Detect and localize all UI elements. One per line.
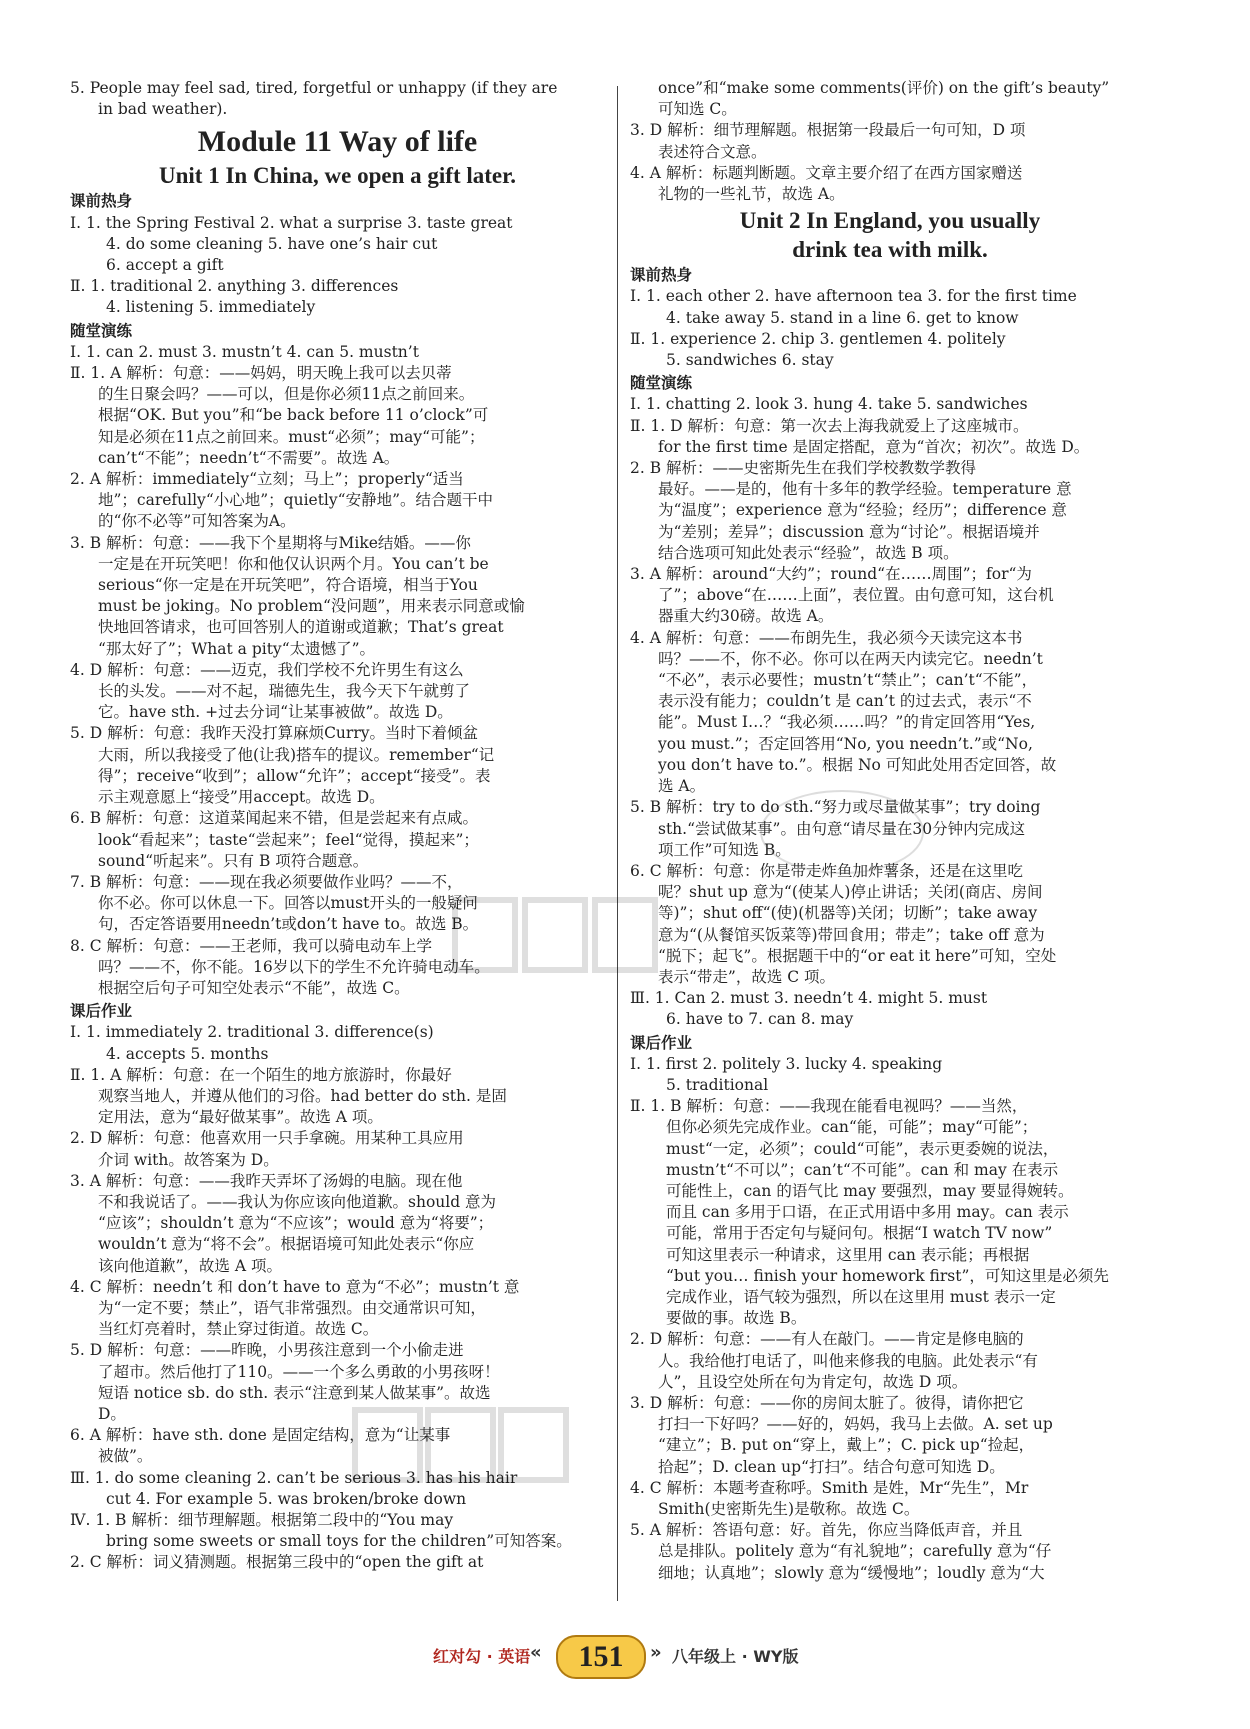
text-line: 3. A 解析：句意：——我昨天弄坏了汤姆的电脑。现在他 xyxy=(70,1171,463,1190)
text-line: 根据空后句子可知空处表示“不能”，故选 C。 xyxy=(98,978,410,997)
text-line: 2. D 解析：句意：他喜欢用一只手拿碗。用某种工具应用 xyxy=(70,1129,464,1148)
right-chevrons-icon: » xyxy=(650,1642,662,1663)
page-footer xyxy=(0,1635,1250,1679)
text-line: Ⅱ. 1. experience 2. chip 3. gentlemen 4. politely xyxy=(630,329,1006,348)
text-line: 6. have to 7. can 8. may xyxy=(666,1010,854,1029)
text-line: 定用法，意为“最好做某事”。故选 A 项。 xyxy=(98,1108,383,1127)
section-label: 课后作业 xyxy=(630,1033,693,1052)
text-line: 得”；receive“收到”；allow“允许”；accept“接受”。表 xyxy=(98,766,491,785)
text-line: 5. sandwiches 6. stay xyxy=(666,351,834,370)
text-line: 2. B 解析：——史密斯先生在我们学校教数学教得 xyxy=(630,459,977,478)
text-line: 选 A。 xyxy=(658,777,706,796)
text-line: “应该”；shouldn’t 意为“不应该”；would 意为“将要”； xyxy=(98,1214,494,1233)
text-line: 吗？——不，你不能。16岁以下的学生不允许骑电动车。 xyxy=(98,957,490,976)
text-line: 介词 with。故答案为 D。 xyxy=(98,1150,279,1169)
heading: Module 11 Way of life xyxy=(197,125,478,159)
section-label: 课前热身 xyxy=(70,192,133,211)
text-line: 人。我给他打电话了，叫他来修我的电脑。此处表示“有 xyxy=(658,1351,1038,1370)
section-label: 课后作业 xyxy=(70,1002,133,1021)
text-line: 4. A 解析：标题判断题。文章主要介绍了在西方国家赠送 xyxy=(630,163,1023,182)
text-line: 5. D 解析：句意：我昨天没打算麻烦Curry。当时下着倾盆 xyxy=(70,724,478,743)
text-line: 4. listening 5. immediately xyxy=(106,298,316,317)
book-title: 红对勾 · 英语 xyxy=(433,1647,531,1666)
text-line: 当红灯亮着时，禁止穿过街道。故选 C。 xyxy=(98,1320,379,1339)
heading: Unit 1 In China, we open a gift later. xyxy=(159,163,516,189)
text-line: once”和“make some comments(评价) on the gift’s beauty” xyxy=(658,79,1110,97)
text-line: in bad weather). xyxy=(98,100,228,119)
text-line: Ⅰ. 1. immediately 2. traditional 3. difference(s) xyxy=(70,1023,434,1042)
text-line: 6. A 解析：have sth. done 是固定结构，意为“让某事 xyxy=(70,1426,451,1445)
text-line: 4. C 解析：本题考查称呼。Smith 是姓，Mr“先生”，Mr xyxy=(630,1478,1029,1497)
text-line: serious“你一定是在开玩笑吧”，符合语境，相当于You xyxy=(98,576,478,595)
text-line: mustn’t“不可以”；can’t“不可能”。can 和 may 在表示 xyxy=(666,1160,1059,1179)
text-line: 的生日聚会吗？——可以，但是你必须11点之前回来。 xyxy=(98,385,475,404)
text-line: 为“一定不要；禁止”，语气非常强烈。由交通常识可知， xyxy=(98,1298,486,1317)
text-line: 长的头发。——对不起，瑞德先生，我今天下午就剪了 xyxy=(98,682,471,701)
text-line: D。 xyxy=(98,1404,126,1423)
text-line: 5. D 解析：句意：——昨晚，小男孩注意到一个小偷走进 xyxy=(70,1341,464,1360)
text-line: 3. D 解析：细节理解题。根据第一段最后一句可知，D 项 xyxy=(630,121,1026,140)
text-line: must“一定，必须”；could“可能”，表示更委婉的说法， xyxy=(666,1139,1059,1158)
section-label: 课前热身 xyxy=(630,266,693,285)
text-line: Ⅱ. 1. B 解析：句意：——我现在能看电视吗？——当然， xyxy=(630,1097,1028,1116)
text-line: 要做的事。故选 B。 xyxy=(666,1309,807,1328)
text-line: 不和我说话了。——我认为你应该向他道歉。should 意为 xyxy=(98,1192,497,1211)
text-line: 了”；above“在……上面”，表位置。由句意可知，这台机 xyxy=(658,586,1054,605)
text-line: 为“温度”；experience 意为“经验；经历”；difference 意 xyxy=(658,501,1067,520)
text-line: 表示“带走”，故选 C 项。 xyxy=(658,967,836,986)
text-line: 4. take away 5. stand in a line 6. get to know xyxy=(666,308,1019,327)
text-line: look“看起来”；taste“尝起来”；feel“觉得，摸起来”； xyxy=(98,830,479,849)
text-line: 知是必须在11点之前回来。must“必须”；may“可能”； xyxy=(98,427,485,446)
text-line: 而且 can 多用于口语，在正式用语中多用 may。can 表示 xyxy=(666,1203,1069,1222)
column-divider xyxy=(617,86,618,1601)
section-label: 随堂演练 xyxy=(70,321,133,340)
text-line: 8. C 解析：句意：——王老师，我可以骑电动车上学 xyxy=(70,936,433,955)
text-line: bring some sweets or small toys for the children”可知答案。 xyxy=(106,1532,572,1551)
text-line: you don’t have to.”。根据 No 可知此处用否定回答，故 xyxy=(658,755,1057,774)
text-line: 可能，常用于否定句与疑问句。根据“I watch TV now” xyxy=(666,1224,1053,1243)
text-line: 的“你不必等”可知答案为A。 xyxy=(98,512,296,531)
text-line: 2. D 解析：句意：——有人在敲门。——肯定是修电脑的 xyxy=(630,1330,1024,1349)
text-line: 你不必。你可以休息一下。回答以must开头的一般疑问 xyxy=(98,894,478,913)
text-line: Ⅲ. 1. Can 2. must 3. needn’t 4. might 5. must xyxy=(630,989,988,1008)
text-line: Ⅰ. 1. first 2. politely 3. lucky 4. speaking xyxy=(630,1054,943,1073)
text-line: 被做”。 xyxy=(98,1447,153,1466)
text-line: can’t“不能”；needn’t“不需要”。故选 A。 xyxy=(98,448,400,467)
text-line: “建立”；B. put on“穿上，戴上”；C. pick up“捡起， xyxy=(658,1436,1035,1455)
text-line: 3. B 解析：句意：——我下个星期将与Mike结婚。——你 xyxy=(70,533,471,552)
left-column xyxy=(70,78,605,1574)
text-line: Ⅰ. 1. each other 2. have afternoon tea 3. for the first time xyxy=(630,287,1077,306)
heading: drink tea with milk. xyxy=(792,237,988,263)
text-line: 5. B 解析：try to do sth.“努力或尽量做某事”；try doing xyxy=(630,798,1041,817)
text-line: 可知这里表示一种请求，这里用 can 表示能；再根据 xyxy=(666,1245,1030,1264)
text-line: 意为“(从餐馆买饭菜等)带回食用；带走”；take off 意为 xyxy=(658,925,1045,944)
text-line: sound“听起来”。只有 B 项符合题意。 xyxy=(98,851,369,870)
text-line: 表述符合文意。 xyxy=(658,142,767,161)
text-line: Ⅱ. 1. traditional 2. anything 3. differences xyxy=(70,277,399,296)
text-line: you must.”；否定回答用“No, you needn’t.”或“No, xyxy=(658,734,1033,753)
text-line: Ⅱ. 1. A 解析：句意：在一个陌生的地方旅游时，你最好 xyxy=(70,1065,452,1084)
text-line: 等)”；shut off“(使)(机器等)关闭；切断”；take away xyxy=(658,904,1038,923)
watermark-graphic xyxy=(450,890,660,980)
text-line: 打扫一下好吗？——好的，妈妈，我马上去做。A. set up xyxy=(658,1415,1053,1434)
text-line: 根据“OK. But you”和“be back before 11 o’clock”可 xyxy=(98,406,489,425)
text-line: 为“差别；差异”；discussion 意为“讨论”。根据语境并 xyxy=(658,522,1040,541)
text-line: 6. accept a gift xyxy=(106,256,224,275)
text-line: Ⅲ. 1. do some cleaning 2. can’t be serious 3. has his hair xyxy=(70,1468,518,1487)
text-line: Ⅱ. 1. D 解析：句意：第一次去上海我就爱上了这座城市。 xyxy=(630,416,1029,435)
text-line: 器重大约30磅。故选 A。 xyxy=(658,607,834,626)
page-number: 151 xyxy=(556,1635,646,1679)
text-line: 项工作”可知选 B。 xyxy=(658,840,791,859)
watermark-graphic-2 xyxy=(350,1400,570,1490)
text-line: Ⅰ. 1. chatting 2. look 3. hung 4. take 5. sandwiches xyxy=(630,395,1028,414)
text-line: Ⅰ. 1. the Spring Festival 2. what a surprise 3. taste great xyxy=(70,213,513,232)
text-line: 呢？shut up 意为“(使某人)停止讲话；关闭(商店、房间 xyxy=(658,883,1043,902)
text-line: “but you… finish your homework first”，可知这里是必须先 xyxy=(666,1266,1109,1285)
text-line: cut 4. For example 5. was broken/broke down xyxy=(106,1489,467,1508)
text-line: 5. traditional xyxy=(666,1075,769,1094)
text-line: 最好。——是的，他有十多年的教学经验。temperature 意 xyxy=(658,480,1072,499)
text-line: 2. A 解析：immediately“立刻；马上”；properly“适当 xyxy=(70,470,464,489)
text-line: 示主观意愿上“接受”用accept。故选 D。 xyxy=(98,788,385,807)
text-line: 表示没有能力；couldn’t 是 can’t 的过去式，表示“不 xyxy=(658,692,1032,711)
text-line: 5. A 解析：答语句意：好。首先，你应当降低声音，并且 xyxy=(630,1521,1023,1540)
text-line: 细地；认真地”；slowly 意为“缓慢地”；loudly 意为“大 xyxy=(658,1563,1045,1582)
text-line: 观察当地人，并遵从他们的习俗。had better do sth. 是固 xyxy=(98,1086,507,1105)
text-line: 4. C 解析：needn’t 和 don’t have to 意为“不必”；mustn’t 意 xyxy=(70,1277,520,1296)
text-line: 礼物的一些礼节，故选 A。 xyxy=(658,185,845,204)
text-line: wouldn’t 意为“将不会”。根据语境可知此处表示“你应 xyxy=(98,1235,475,1254)
text-line: Smith(史密斯先生)是敬称。故选 C。 xyxy=(658,1500,920,1518)
text-line: 完成作业，语气较为强烈，所以在这里用 must 表示一定 xyxy=(666,1287,1056,1306)
text-line: 句，否定答语要用needn’t或don’t have to。故选 B。 xyxy=(98,915,479,934)
left-chevrons-icon: « xyxy=(530,1642,542,1663)
text-line: 但你必须先完成作业。can“能，可能”；may“可能”； xyxy=(666,1118,1038,1137)
text-line: must be joking。No problem“没问题”，用来表示同意或愉 xyxy=(98,597,525,616)
text-line: 4. D 解析：句意：——迈克，我们学校不允许男生有这么 xyxy=(70,660,464,679)
text-line: 吗？——不，你不必。你可以在两天内读完它。needn’t xyxy=(658,649,1043,668)
text-line: 2. C 解析：词义猜测题。根据第三段中的“open the gift at xyxy=(70,1553,484,1572)
text-line: 4. do some cleaning 5. have one’s hair cut xyxy=(106,234,438,253)
text-line: 快地回答请求，也可回答别人的道谢或道歉；That’s great xyxy=(98,618,504,637)
text-line: “不必”，表示必要性；mustn’t“禁止”；can’t“不能”， xyxy=(658,671,1038,690)
text-line: 大雨，所以我接受了他(让我)搭车的提议。remember“记 xyxy=(98,745,495,764)
text-line: 该向他道歉”，故选 A 项。 xyxy=(98,1256,282,1275)
text-line: 人”，且设空处所在句为肯定句，故选 D 项。 xyxy=(658,1372,968,1391)
text-line: sth.“尝试做某事”。由句意“请尽量在30分钟内完成这 xyxy=(658,819,1026,838)
text-line: 地”；carefully“小心地”；quietly“安静地”。结合题干中 xyxy=(98,491,493,510)
text-line: 可能性上，can 的语气比 may 要强烈，may 要显得婉转。 xyxy=(666,1181,1074,1200)
text-line: “那太好了”；What a pity“太遗憾了”。 xyxy=(98,639,376,658)
text-line: 5. People may feel sad, tired, forgetful or unhappy (if they are xyxy=(70,79,558,97)
text-line: 3. D 解析：句意：——你的房间太脏了。彼得，请你把它 xyxy=(630,1393,1024,1412)
text-line: 拾起”；D. clean up“打扫”。结合句意可知选 D。 xyxy=(658,1457,1005,1476)
text-line: Ⅰ. 1. can 2. must 3. mustn’t 4. can 5. mustn’t xyxy=(70,342,419,361)
grade-label: 八年级上 · WY版 xyxy=(672,1647,799,1666)
text-line: 总是排队。politely 意为“有礼貌地”；carefully 意为“仔 xyxy=(658,1542,1052,1561)
heading: Unit 2 In England, you usually xyxy=(739,208,1041,234)
text-line: for the first time 是固定搭配，意为“首次；初次”。故选 D。 xyxy=(658,437,1090,456)
text-line: 短语 notice sb. do sth. 表示“注意到某人做某事”。故选 xyxy=(98,1383,491,1402)
text-line: 结合选项可知此处表示“经验”，故选 B 项。 xyxy=(658,543,959,562)
text-line: 4. A 解析：句意：——布朗先生，我必须今天读完这本书 xyxy=(630,628,1023,647)
text-line: “脱下；起飞”。根据题干中的“or eat it here”可知，空处 xyxy=(658,946,1057,965)
text-line: 一定是在开玩笑吧！你和他仅认识两个月。You can’t be xyxy=(98,554,489,573)
stamp-mark xyxy=(760,790,924,874)
text-line: 它。have sth. +过去分词“让某事被做”。故选 D。 xyxy=(98,703,453,722)
text-line: 3. A 解析：around“大约”；round“在……周围”；for“为 xyxy=(630,565,1032,584)
text-line: 6. C 解析：句意：你是带走炸鱼加炸薯条，还是在这里吃 xyxy=(630,861,1024,880)
text-line: 6. B 解析：句意：这道菜闻起来不错，但是尝起来有点咸。 xyxy=(70,809,479,828)
text-line: 可知选 C。 xyxy=(658,100,737,119)
text-line: 能”。Must I…？“我必须……吗？”的肯定回答用“Yes, xyxy=(658,713,1036,732)
text-line: Ⅱ. 1. A 解析：句意：——妈妈，明天晚上我可以去贝蒂 xyxy=(70,364,452,383)
section-label: 随堂演练 xyxy=(630,374,693,393)
text-line: 7. B 解析：句意：——现在我必须要做作业吗？——不， xyxy=(70,872,463,891)
text-line: Ⅳ. 1. B 解析：细节理解题。根据第二段中的“You may xyxy=(70,1511,454,1529)
text-line: 了超市。然后他打了110。——一个多么勇敢的小男孩呀！ xyxy=(98,1362,500,1381)
text-line: 4. accepts 5. months xyxy=(106,1044,269,1063)
